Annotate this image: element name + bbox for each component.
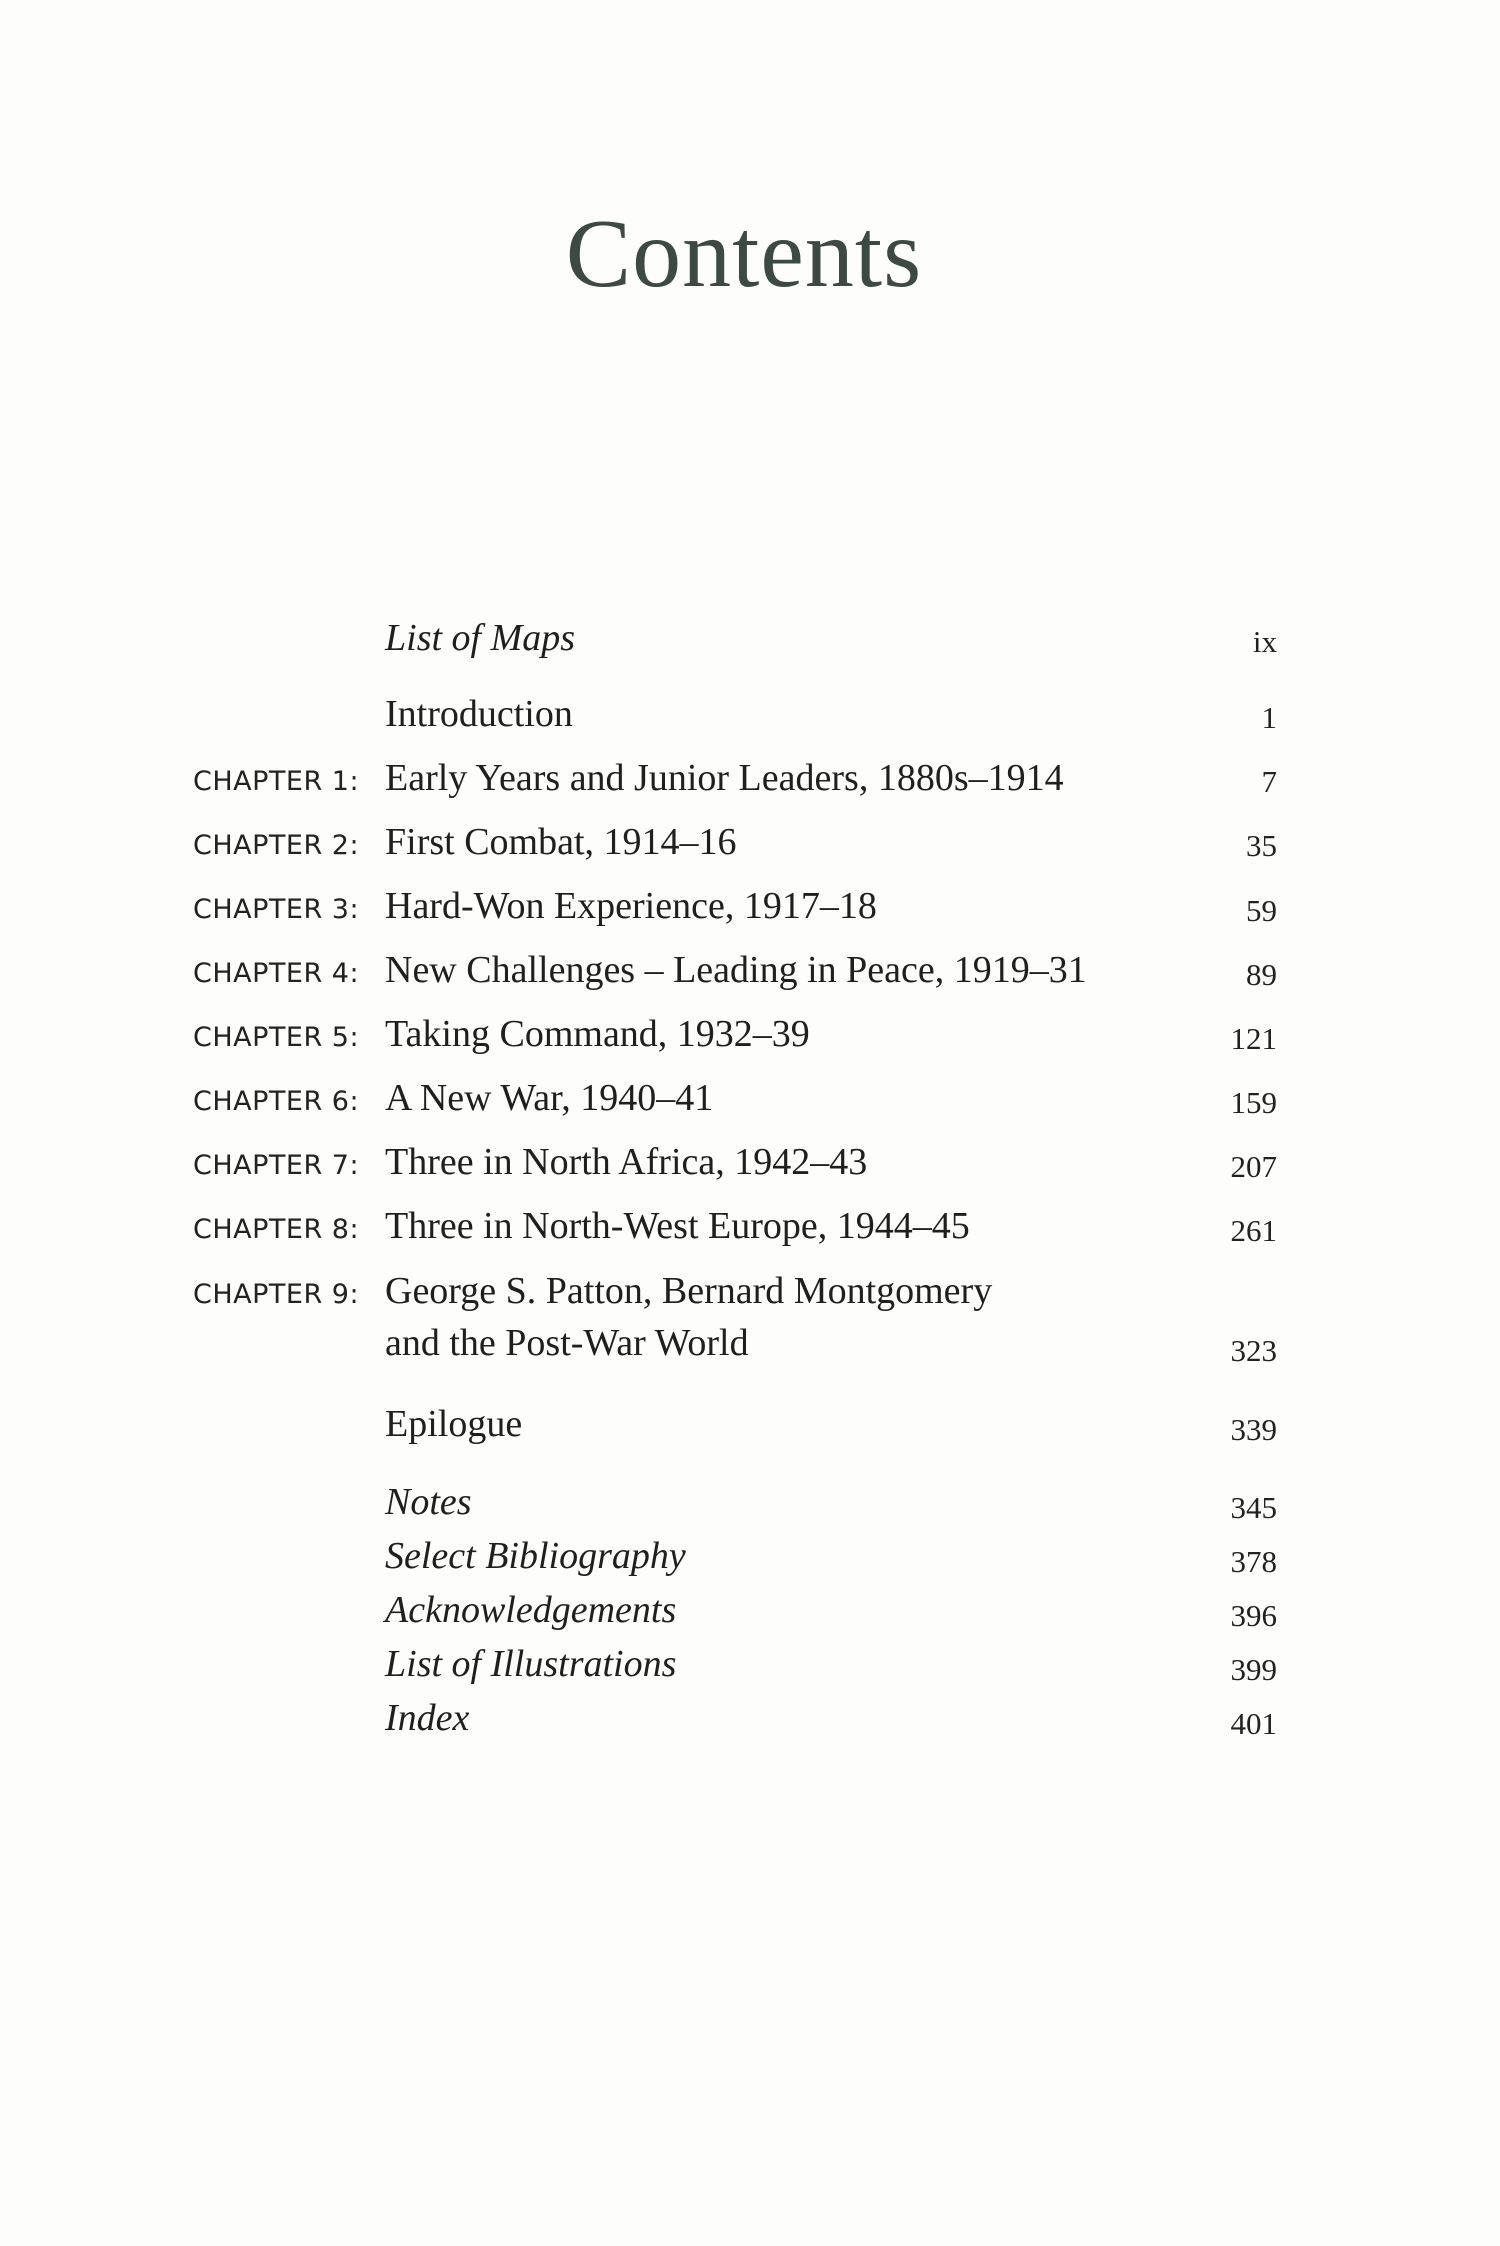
chapter-label: CHAPTER 9: xyxy=(193,1279,360,1310)
entry-title: Notes xyxy=(385,1481,472,1523)
page-number: ix xyxy=(1252,624,1277,659)
page-number: 399 xyxy=(1230,1652,1277,1687)
chapter-label: CHAPTER 8: xyxy=(193,1214,360,1245)
chapter-label: CHAPTER 7: xyxy=(193,1150,360,1181)
page-number: 345 xyxy=(1230,1490,1277,1525)
page-number: 339 xyxy=(1230,1412,1277,1447)
entry-title: A New War, 1940–41 xyxy=(385,1077,714,1119)
chapter-label: CHAPTER 6: xyxy=(193,1086,360,1117)
page-number: 207 xyxy=(1230,1149,1277,1184)
entry-title: Epilogue xyxy=(385,1403,523,1445)
page-title: Contents xyxy=(565,200,923,308)
chapter-label: CHAPTER 1: xyxy=(193,766,360,797)
chapter-label: CHAPTER 2: xyxy=(193,830,360,861)
page-number: 378 xyxy=(1230,1544,1277,1579)
chapter-label: CHAPTER 5: xyxy=(193,1022,360,1053)
entry-title: List of Illustrations xyxy=(385,1643,677,1685)
page-number: 1 xyxy=(1261,700,1277,735)
entry-title-continued: and the Post-War World xyxy=(385,1322,749,1364)
page-number: 7 xyxy=(1261,764,1277,799)
page-number: 159 xyxy=(1230,1085,1277,1120)
entry-title: Acknowledgements xyxy=(385,1589,677,1631)
page-number: 401 xyxy=(1230,1706,1277,1741)
entry-title: Introduction xyxy=(385,693,573,735)
entry-title: George S. Patton, Bernard Montgomery xyxy=(385,1270,993,1312)
chapter-label: CHAPTER 3: xyxy=(193,894,360,925)
page-number: 59 xyxy=(1246,893,1277,928)
entry-title: Select Bibliography xyxy=(385,1535,686,1577)
entry-title: Taking Command, 1932–39 xyxy=(385,1013,810,1055)
entry-title: Three in North Africa, 1942–43 xyxy=(385,1141,868,1183)
page-number: 261 xyxy=(1230,1213,1277,1248)
entry-title: Early Years and Junior Leaders, 1880s–1914 xyxy=(385,757,1064,799)
entry-title: New Challenges – Leading in Peace, 1919–31 xyxy=(385,949,1087,991)
page-number: 323 xyxy=(1230,1333,1277,1368)
page-number: 35 xyxy=(1246,828,1277,863)
entry-title: Three in North-West Europe, 1944–45 xyxy=(385,1205,970,1247)
entry-title: First Combat, 1914–16 xyxy=(385,821,737,863)
entry-title: Hard-Won Experience, 1917–18 xyxy=(385,885,877,927)
page-number: 89 xyxy=(1246,957,1277,992)
entry-title: Index xyxy=(385,1697,470,1739)
chapter-label: CHAPTER 4: xyxy=(193,958,360,989)
entry-title: List of Maps xyxy=(385,617,576,659)
page-number: 121 xyxy=(1230,1021,1277,1056)
page-number: 396 xyxy=(1230,1598,1277,1633)
